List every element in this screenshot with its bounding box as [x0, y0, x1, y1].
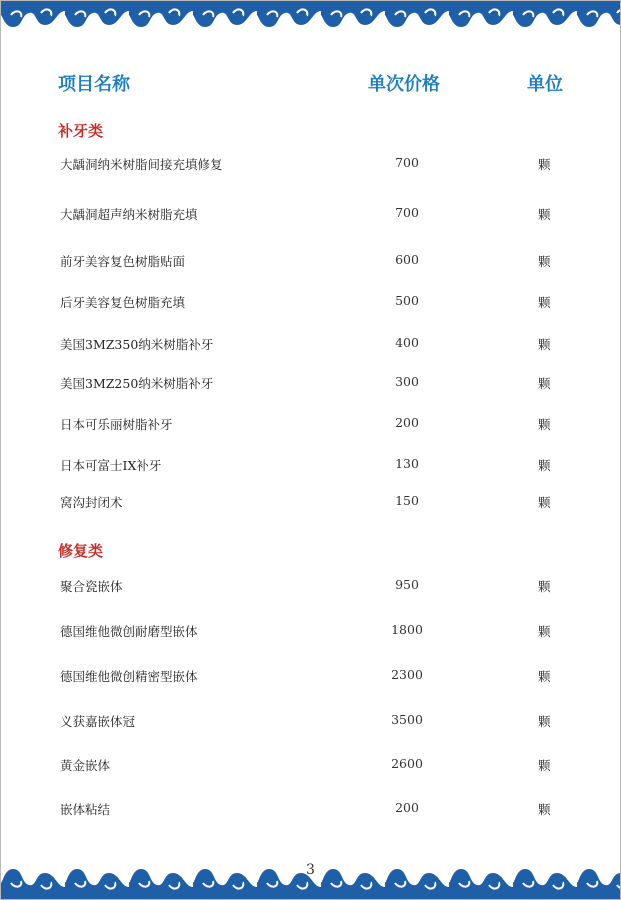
- item-price: 400: [395, 335, 419, 350]
- item-name: 德国维他微创耐磨型嵌体: [60, 624, 198, 639]
- item-name: 德国维他微创精密型嵌体: [60, 669, 198, 684]
- table-row: [0, 374, 621, 394]
- item-unit: 颗: [538, 254, 551, 269]
- item-price: 200: [395, 800, 419, 815]
- item-price: 600: [395, 252, 419, 267]
- item-name: 前牙美容复色树脂贴面: [60, 254, 186, 269]
- table-row: [0, 335, 621, 355]
- item-name: 黄金嵌体: [60, 758, 111, 773]
- item-name: 美国3MZ350纳米树脂补牙: [60, 337, 214, 352]
- item-unit: 颗: [538, 802, 551, 817]
- item-price: 2300: [391, 667, 423, 682]
- table-row: [0, 205, 621, 225]
- item-unit: 颗: [538, 417, 551, 432]
- item-name: 大龋洞纳米树脂间接充填修复: [60, 157, 223, 172]
- item-price: 500: [395, 293, 419, 308]
- item-unit: 颗: [538, 714, 551, 729]
- table-row: [0, 577, 621, 597]
- item-name: 日本可乐丽树脂补牙: [60, 417, 173, 432]
- column-headers: [0, 66, 621, 96]
- header-item-name: 项目名称: [58, 74, 130, 95]
- table-row: [0, 712, 621, 732]
- item-name: 美国3MZ250纳米树脂补牙: [60, 376, 214, 391]
- page-number: 3: [306, 862, 315, 878]
- item-unit: 颗: [538, 758, 551, 773]
- item-price: 200: [395, 415, 419, 430]
- section-title-restoration: 修复类: [58, 542, 104, 560]
- table-row: [0, 800, 621, 820]
- item-unit: 颗: [538, 495, 551, 510]
- item-unit: 颗: [538, 669, 551, 684]
- item-name: 后牙美容复色树脂充填: [60, 295, 186, 310]
- table-row: [0, 622, 621, 642]
- item-price: 1800: [391, 622, 423, 637]
- item-price: 950: [395, 577, 419, 592]
- table-row: [0, 667, 621, 687]
- item-price: 300: [395, 374, 419, 389]
- table-row: [0, 756, 621, 776]
- item-name: 义获嘉嵌体冠: [60, 714, 136, 729]
- section-title-filling: 补牙类: [58, 122, 104, 140]
- item-price: 150: [395, 493, 419, 508]
- item-unit: 颗: [538, 579, 551, 594]
- item-price: 3500: [391, 712, 423, 727]
- item-name: 日本可富士IX补牙: [60, 458, 162, 473]
- table-row: [0, 415, 621, 435]
- item-unit: 颗: [538, 458, 551, 473]
- item-unit: 颗: [538, 376, 551, 391]
- item-price: 130: [395, 456, 419, 471]
- item-name: 聚合瓷嵌体: [60, 579, 123, 594]
- header-price: 单次价格: [368, 74, 440, 95]
- item-unit: 颗: [538, 295, 551, 310]
- item-unit: 颗: [538, 624, 551, 639]
- top-wave-decoration: [1, 1, 620, 37]
- item-name: 大龋洞超声纳米树脂充填: [60, 207, 198, 222]
- table-row: [0, 456, 621, 476]
- table-row: [0, 493, 621, 513]
- table-row: [0, 293, 621, 313]
- item-unit: 颗: [538, 207, 551, 222]
- item-unit: 颗: [538, 157, 551, 172]
- item-name: 嵌体粘结: [60, 802, 111, 817]
- table-row: [0, 252, 621, 272]
- table-row: [0, 155, 621, 175]
- item-price: 2600: [391, 756, 423, 771]
- item-price: 700: [395, 205, 419, 220]
- item-name: 窝沟封闭术: [60, 495, 123, 510]
- item-price: 700: [395, 155, 419, 170]
- item-unit: 颗: [538, 337, 551, 352]
- header-unit: 单位: [527, 74, 563, 95]
